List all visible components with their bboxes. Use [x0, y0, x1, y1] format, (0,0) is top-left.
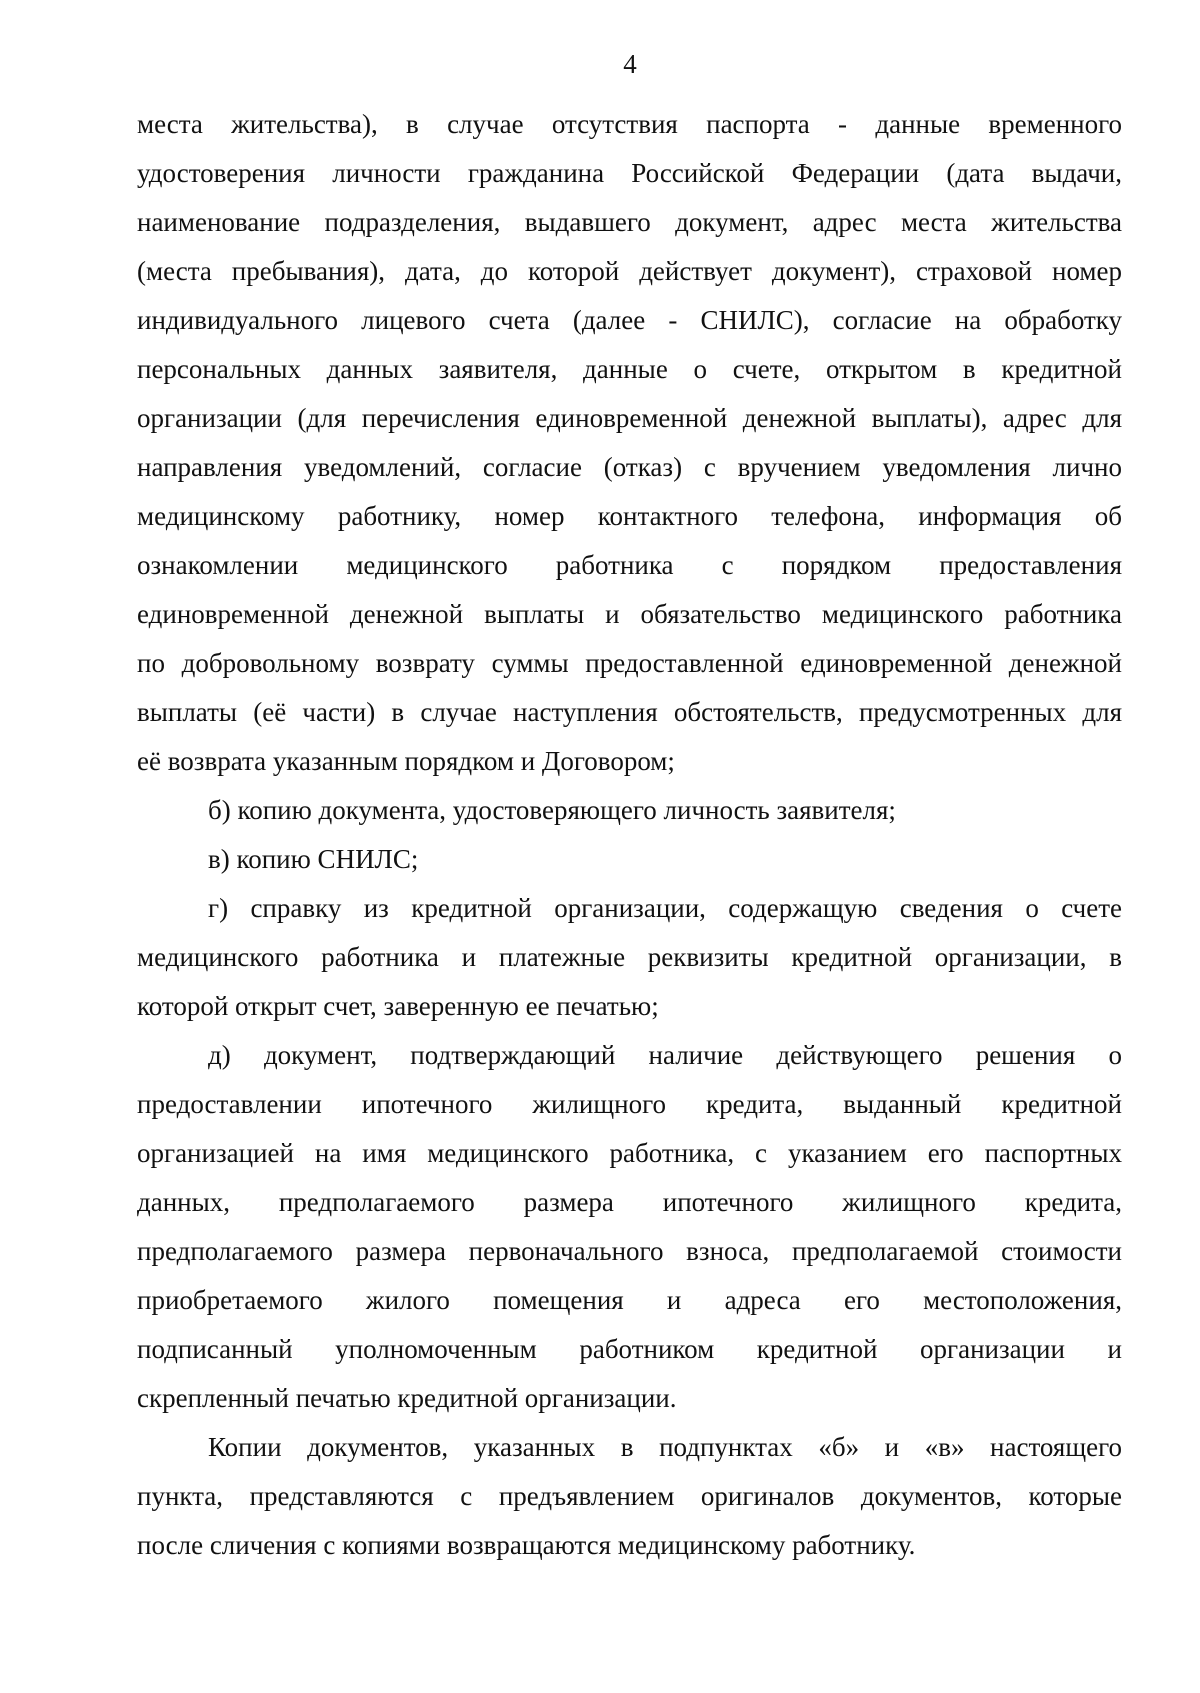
text-line: организации (для перечисления единовременной денежной выплаты), адрес для: [137, 403, 1122, 433]
text-line: персональных данных заявителя, данные о счете, открытом в кредитной: [137, 354, 1122, 384]
text-line: медицинского работника и платежные реквизиты кредитной организации, в: [137, 942, 1122, 972]
text-line: ознакомлении медицинского работника с порядком предоставления: [137, 550, 1122, 580]
text-line: приобретаемого жилого помещения и адреса его местоположения,: [137, 1285, 1122, 1315]
paragraph-item-g: [137, 884, 1122, 1031]
text-line: места жительства), в случае отсутствия паспорта - данные временного: [137, 109, 1122, 139]
paragraph-continuation: [137, 100, 1122, 786]
text-line: удостоверения личности гражданина Российской Федерации (дата выдачи,: [137, 158, 1122, 188]
text-line: пункта, представляются с предъявлением оригиналов документов, которые: [137, 1481, 1122, 1511]
text-line: д) документ, подтверждающий наличие действующего решения о: [208, 1040, 1122, 1070]
text-line: выплаты (её части) в случае наступления обстоятельств, предусмотренных для: [137, 697, 1122, 727]
paragraph-copies-note: [137, 1423, 1122, 1570]
page-number: 4: [623, 49, 637, 79]
text-line: единовременной денежной выплаты и обязательство медицинского работника: [137, 599, 1122, 629]
paragraph-item-v: [137, 835, 1122, 884]
text-line: после сличения с копиями возвращаются медицинскому работнику.: [137, 1530, 916, 1560]
text-line: по добровольному возврату суммы предоставленной единовременной денежной: [137, 648, 1122, 678]
text-line: направления уведомлений, согласие (отказ) с вручением уведомления лично: [137, 452, 1122, 482]
text-line: данных, предполагаемого размера ипотечного жилищного кредита,: [137, 1187, 1122, 1217]
document-body: [137, 100, 1122, 1570]
text-line: (места пребывания), дата, до которой действует документ), страховой номер: [137, 256, 1122, 286]
text-line: которой открыт счет, заверенную ее печатью;: [137, 991, 659, 1021]
text-line: б) копию документа, удостоверяющего личность заявителя;: [208, 795, 896, 825]
paragraph-item-d: [137, 1031, 1122, 1423]
text-line: в) копию СНИЛС;: [208, 844, 419, 874]
text-line: медицинскому работнику, номер контактного телефона, информация об: [137, 501, 1122, 531]
text-line: предоставлении ипотечного жилищного кредита, выданный кредитной: [137, 1089, 1122, 1119]
text-line: скрепленный печатью кредитной организации.: [137, 1383, 677, 1413]
text-line: её возврата указанным порядком и Договором;: [137, 746, 675, 776]
text-line: индивидуального лицевого счета (далее - СНИЛС), согласие на обработку: [137, 305, 1122, 335]
text-line: предполагаемого размера первоначального взноса, предполагаемой стоимости: [137, 1236, 1122, 1266]
paragraph-item-b: [137, 786, 1122, 835]
text-line: наименование подразделения, выдавшего документ, адрес места жительства: [137, 207, 1122, 237]
text-line: организацией на имя медицинского работника, с указанием его паспортных: [137, 1138, 1122, 1168]
text-line: г) справку из кредитной организации, содержащую сведения о счете: [208, 893, 1122, 923]
text-line: Копии документов, указанных в подпунктах «б» и «в» настоящего: [208, 1432, 1122, 1462]
text-line: подписанный уполномоченным работником кредитной организации и: [137, 1334, 1122, 1364]
